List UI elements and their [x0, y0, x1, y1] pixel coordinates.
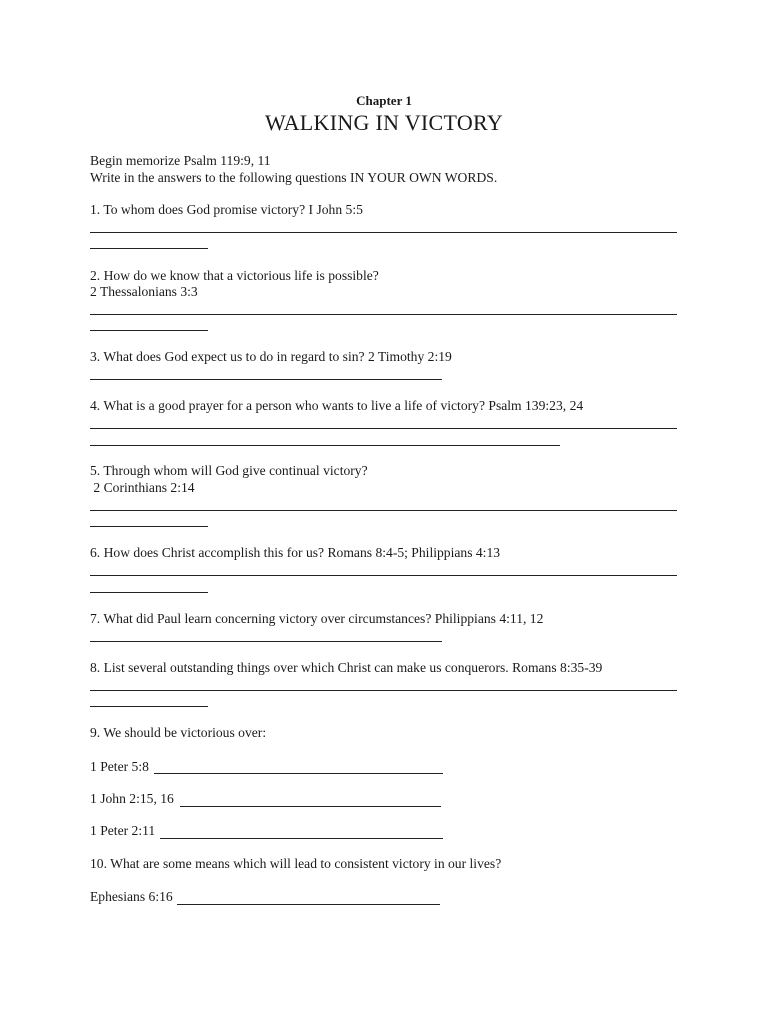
answer-line-7[interactable] [90, 641, 442, 642]
fill-in-label-3: 1 Peter 2:11 [90, 823, 156, 838]
question-5: 5. Through whom will God give continual victory? [90, 463, 368, 478]
question-8: 8. List several outstanding things over which Christ can make us conquerors. Romans 8:35-39 [90, 660, 603, 675]
answer-line-6b[interactable] [90, 592, 208, 593]
fill-in-label-4: Ephesians 6:16 [90, 889, 173, 904]
answer-line-1a[interactable] [90, 232, 677, 233]
question-2-reference: 2 Thessalonians 3:3 [90, 284, 198, 299]
fill-in-line-3[interactable] [160, 838, 443, 839]
answer-line-1b[interactable] [90, 248, 208, 249]
fill-in-line-2[interactable] [180, 806, 441, 807]
instruction-write: Write in the answers to the following questions IN YOUR OWN WORDS. [90, 170, 498, 185]
question-7: 7. What did Paul learn concerning victory over circumstances? Philippians 4:11, 12 [90, 611, 544, 626]
instruction-memorize: Begin memorize Psalm 119:9, 11 [90, 153, 271, 168]
fill-in-label-1: 1 Peter 5:8 [90, 759, 149, 774]
answer-line-8a[interactable] [90, 690, 677, 691]
question-10: 10. What are some means which will lead to consistent victory in our lives? [90, 856, 502, 871]
answer-line-6a[interactable] [90, 575, 677, 576]
answer-line-4a[interactable] [90, 428, 677, 429]
answer-line-2a[interactable] [90, 314, 677, 315]
answer-line-8b[interactable] [90, 706, 208, 707]
question-2: 2. How do we know that a victorious life is possible? [90, 268, 379, 283]
question-3: 3. What does God expect us to do in regard to sin? 2 Timothy 2:19 [90, 349, 452, 364]
fill-in-label-2: 1 John 2:15, 16 [90, 791, 174, 806]
answer-line-3[interactable] [90, 379, 442, 380]
question-6: 6. How does Christ accomplish this for us? Romans 8:4-5; Philippians 4:13 [90, 545, 501, 560]
fill-in-line-4[interactable] [177, 904, 440, 905]
question-4: 4. What is a good prayer for a person who wants to live a life of victory? Psalm 139:23, 24 [90, 398, 584, 413]
answer-line-5b[interactable] [90, 526, 208, 527]
answer-line-4b[interactable] [90, 445, 560, 446]
answer-line-2b[interactable] [90, 330, 208, 331]
question-1: 1. To whom does God promise victory? I John 5:5 [90, 202, 363, 217]
fill-in-line-1[interactable] [154, 773, 443, 774]
question-9: 9. We should be victorious over: [90, 725, 267, 740]
answer-line-5a[interactable] [90, 510, 677, 511]
chapter-label: Chapter 1 [356, 93, 412, 108]
page-title: WALKING IN VICTORY [264, 110, 504, 135]
question-5-reference: 2 Corinthians 2:14 [90, 480, 195, 495]
